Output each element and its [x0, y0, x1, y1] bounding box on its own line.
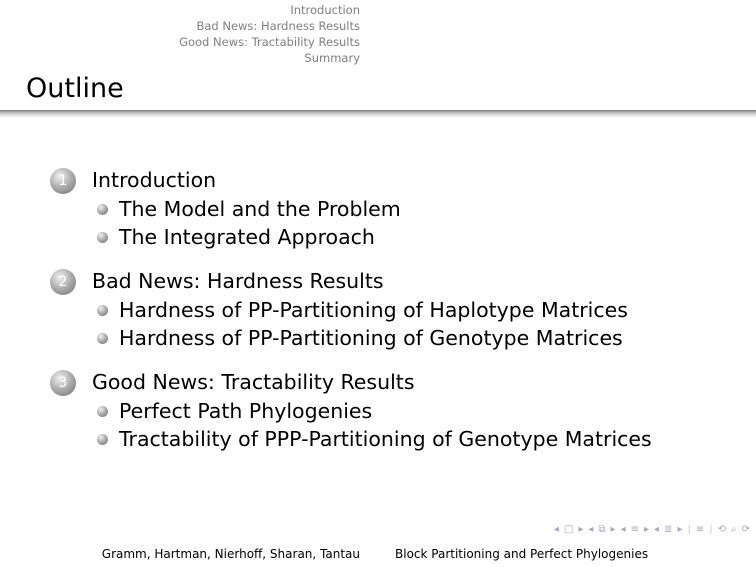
toc-subsection-title[interactable]: The Integrated Approach [119, 225, 375, 249]
toc-section-title[interactable]: Bad News: Hardness Results [92, 269, 384, 293]
section-number-ball: 1 [50, 168, 76, 194]
zoom-icon[interactable]: ⟳ [741, 524, 750, 535]
toc-subsection-title[interactable]: Hardness of PP-Partitioning of Genotype Matrices [119, 326, 623, 350]
toc-subsection-title[interactable]: Hardness of PP-Partitioning of Haplotype Matrices [119, 298, 628, 322]
footer-title: Block Partitioning and Perfect Phylogenies [395, 547, 649, 561]
bullet-ball-icon [97, 232, 108, 243]
frame-next-icon[interactable]: ▸ [578, 524, 584, 535]
toc-section-2 [50, 267, 750, 352]
frame-prev-icon[interactable]: ◂ [553, 524, 559, 535]
search-icon[interactable]: ⌕ [731, 524, 737, 535]
document-prev-icon[interactable]: ◂ [654, 524, 660, 535]
toc-subsection-title[interactable]: Perfect Path Phylogenies [119, 399, 373, 423]
frame-title: Outline [26, 73, 124, 104]
section-number-ball: 3 [50, 370, 76, 396]
title-shadow-divider [0, 110, 756, 118]
subsection-icon[interactable]: ⧉ [598, 524, 606, 535]
footer-authors: Gramm, Hartman, Nierhoff, Sharan, Tantau [101, 547, 360, 561]
section-icon[interactable]: ≡ [630, 524, 639, 535]
bullet-ball-icon [97, 406, 108, 417]
toc-section-1 [50, 166, 750, 251]
bullet-ball-icon [97, 333, 108, 344]
section-number-ball: 2 [50, 269, 76, 295]
section-prev-icon[interactable]: ◂ [620, 524, 626, 535]
header-nav-bad-news[interactable]: Bad News: Hardness Results [196, 19, 360, 33]
subsection-prev-icon[interactable]: ◂ [588, 524, 594, 535]
subsection-next-icon[interactable]: ▸ [610, 524, 616, 535]
document-icon[interactable]: ≣ [664, 524, 673, 535]
header-nav-summary[interactable]: Summary [304, 51, 360, 65]
frame-icon[interactable]: □ [563, 524, 574, 535]
toc-section-title[interactable]: Good News: Tractability Results [92, 370, 415, 394]
appendix-return-icon[interactable]: ⟲ [717, 524, 726, 535]
toc-icon[interactable]: ≡ [695, 524, 705, 535]
toc-section-title[interactable]: Introduction [92, 168, 217, 192]
bullet-ball-icon [97, 204, 108, 215]
bullet-ball-icon [97, 434, 108, 445]
toc-subsection-title[interactable]: The Model and the Problem [119, 197, 401, 221]
table-of-contents [50, 166, 750, 469]
document-next-icon[interactable]: ▸ [677, 524, 683, 535]
bullet-ball-icon [97, 305, 108, 316]
header-nav-good-news[interactable]: Good News: Tractability Results [179, 35, 360, 49]
header-nav-introduction[interactable]: Introduction [290, 3, 360, 17]
toc-subsection-title[interactable]: Tractability of PPP-Partitioning of Genotype Matrices [119, 427, 652, 451]
toc-section-3 [50, 368, 750, 453]
separator-icon: | [709, 524, 713, 535]
section-next-icon[interactable]: ▸ [643, 524, 650, 535]
separator-icon: | [687, 524, 691, 535]
header-section-nav [179, 2, 360, 66]
beamer-navigation-symbols [554, 524, 750, 535]
